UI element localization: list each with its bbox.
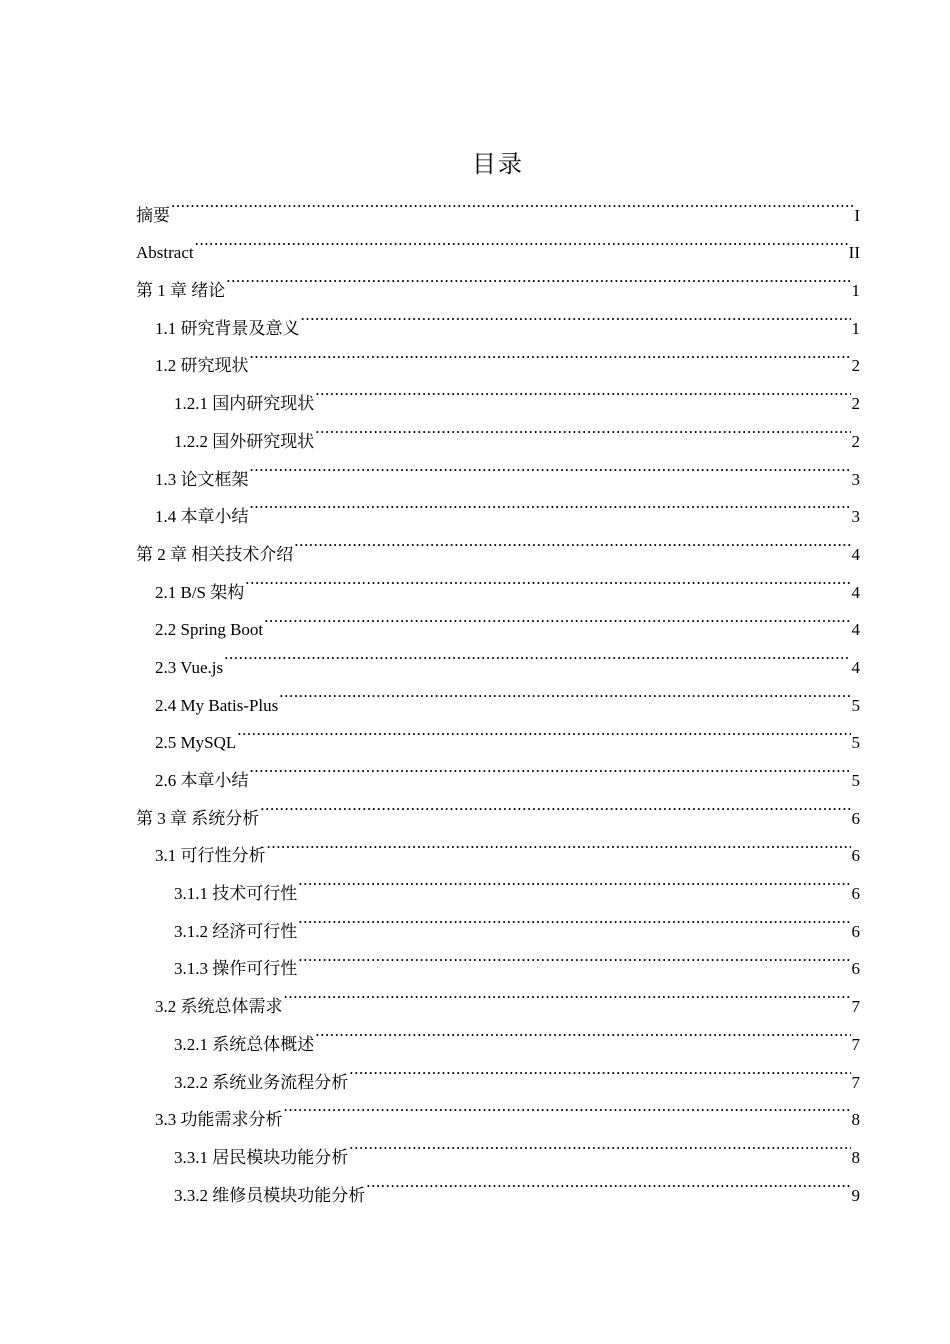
toc-dot-leader (349, 1050, 850, 1088)
toc-entry-page: II (848, 243, 860, 263)
toc-entry-page: 1 (851, 318, 860, 338)
toc-dot-leader (298, 937, 850, 975)
toc-dot-leader (264, 598, 850, 636)
toc-entry-label: 2.3 Vue.js (155, 657, 224, 677)
toc-entry-label: 1.2.1 国内研究现状 (174, 394, 315, 414)
toc-dot-leader (298, 861, 850, 899)
toc-entry-label: 3.1.2 经济可行性 (174, 921, 298, 941)
toc-entry-page: 4 (851, 620, 860, 640)
toc-entry-label: 3.3.2 维修员模块功能分析 (174, 1185, 366, 1205)
toc-entry-page: 6 (851, 846, 860, 866)
toc-dot-leader (349, 1125, 850, 1163)
toc-entry[interactable] (136, 598, 860, 640)
toc-dot-leader (224, 635, 850, 673)
toc-entry-page: 5 (851, 733, 860, 753)
toc-entry-label: 3.2 系统总体需求 (155, 997, 283, 1017)
toc-dot-leader (284, 1088, 851, 1126)
toc-entry[interactable] (136, 221, 860, 263)
toc-entry-label: Abstract (136, 243, 194, 263)
toc-entry-label: 1.1 研究背景及意义 (155, 318, 300, 338)
toc-dot-leader (250, 334, 851, 372)
toc-entry-label: 3.1.1 技术可行性 (174, 884, 298, 904)
toc-entry-page: 6 (851, 808, 860, 828)
toc-entry-label: 摘要 (136, 205, 170, 225)
toc-entry-page: 7 (851, 997, 860, 1017)
toc-dot-leader (250, 447, 851, 485)
toc-entry-label: 第 3 章 系统分析 (136, 808, 260, 828)
toc-entry-page: 4 (851, 544, 860, 564)
toc-entry-label: 2.2 Spring Boot (155, 620, 264, 640)
toc-entry-page: 3 (851, 469, 860, 489)
toc-entry-label: 2.4 My Batis-Plus (155, 695, 279, 715)
toc-dot-leader (366, 1163, 850, 1201)
toc-dot-leader (315, 1012, 850, 1050)
toc-entry-label: 3.3 功能需求分析 (155, 1110, 283, 1130)
toc-entry-page: 8 (851, 1110, 860, 1130)
toc-dot-leader (298, 899, 850, 937)
toc-entry-page: 5 (851, 771, 860, 790)
toc-dot-leader (250, 748, 851, 786)
toc-entry[interactable] (136, 711, 860, 753)
toc-entry-page: I (854, 205, 860, 225)
toc-entry-page: 2 (851, 431, 860, 451)
toc-entry-label: 1.2 研究现状 (155, 356, 249, 376)
toc-dot-leader (315, 409, 850, 447)
toc-list (136, 183, 860, 1205)
toc-title: 目录 (472, 150, 524, 178)
toc-entry[interactable] (136, 258, 860, 301)
toc-entry-label: 1.4 本章小结 (155, 507, 249, 527)
toc-dot-leader (226, 258, 850, 296)
toc-entry-label: 3.2.1 系统总体概述 (174, 1034, 315, 1054)
toc-dot-leader (171, 183, 853, 221)
toc-dot-leader (250, 485, 851, 523)
toc-entry[interactable] (136, 748, 860, 790)
toc-entry-page: 7 (851, 1072, 860, 1092)
toc-entry-label: 第 2 章 相关技术介绍 (136, 544, 294, 564)
toc-entry[interactable] (136, 673, 860, 715)
toc-entry-page: 5 (851, 695, 860, 715)
toc-dot-leader (245, 560, 850, 598)
toc-entry[interactable] (136, 183, 860, 225)
toc-entry-label: 第 1 章 绪论 (136, 281, 226, 301)
toc-entry-page: 4 (851, 582, 860, 602)
toc-dot-leader (284, 974, 851, 1012)
toc-dot-leader (195, 221, 848, 259)
toc-entry[interactable] (136, 296, 860, 338)
toc-entry-page: 6 (851, 921, 860, 941)
toc-dot-leader (301, 296, 851, 334)
toc-entry-label: 3.2.2 系统业务流程分析 (174, 1072, 349, 1092)
toc-entry-page: 3 (851, 507, 860, 527)
toc-dot-leader (279, 673, 850, 711)
toc-entry-page: 1 (851, 281, 860, 301)
toc-entry-label: 1.3 论文框架 (155, 469, 249, 489)
toc-entry-page: 9 (851, 1185, 860, 1205)
toc-entry-page: 6 (851, 884, 860, 904)
toc-entry-page: 4 (851, 657, 860, 677)
toc-entry-label: 2.6 本章小结 (155, 771, 249, 790)
toc-dot-leader (294, 522, 850, 560)
toc-entry[interactable] (136, 635, 860, 677)
toc-entry-label: 2.1 B/S 架构 (155, 582, 245, 602)
toc-entry-page: 2 (851, 394, 860, 414)
toc-dot-leader (315, 371, 850, 409)
toc-entry-label: 3.3.1 居民模块功能分析 (174, 1147, 349, 1167)
toc-dot-leader (267, 824, 851, 862)
toc-entry-label: 3.1.3 操作可行性 (174, 959, 298, 979)
toc-entry-page: 8 (851, 1147, 860, 1167)
toc-entry-label: 2.5 MySQL (155, 733, 237, 753)
toc-entry[interactable] (136, 560, 860, 602)
toc-entry-label: 1.2.2 国外研究现状 (174, 431, 315, 451)
toc-entry-page: 7 (851, 1034, 860, 1054)
toc-entry-label: 3.1 可行性分析 (155, 846, 266, 866)
toc-entry-page: 6 (851, 959, 860, 979)
toc-dot-leader (237, 711, 850, 749)
toc-dot-leader (260, 786, 850, 824)
toc-entry-page: 2 (851, 356, 860, 376)
